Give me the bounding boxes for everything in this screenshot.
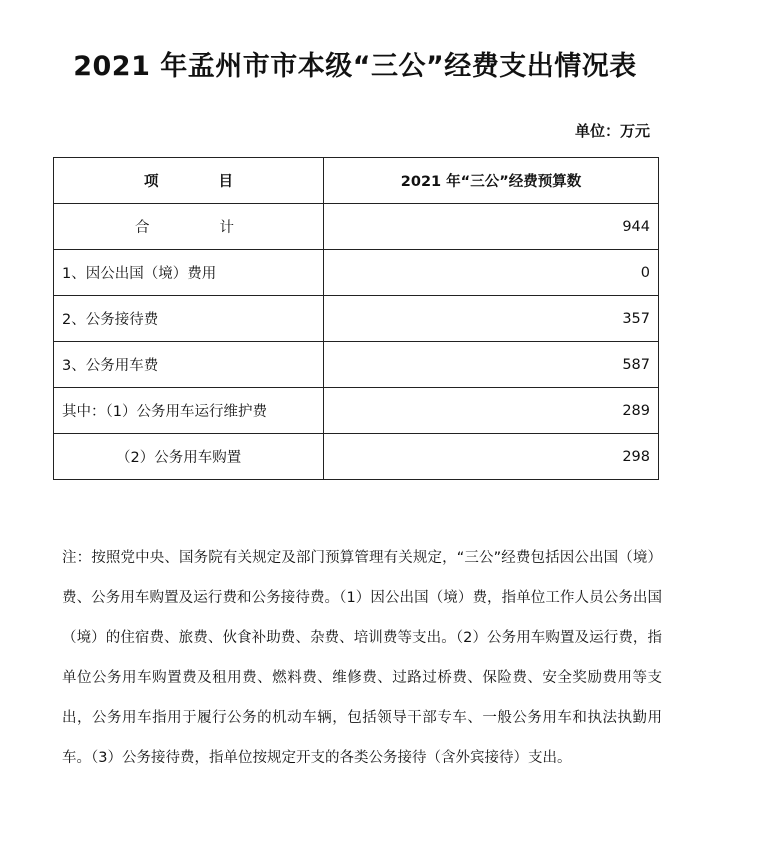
- row-value: 944: [324, 204, 659, 250]
- column-header-budget: 2021 年“三公”经费预算数: [324, 158, 659, 204]
- table-row: [54, 296, 659, 342]
- unit-label: 单位：万元: [574, 122, 650, 140]
- row-value: 289: [324, 388, 659, 434]
- page-title: 2021 年孟州市市本级“三公”经费支出情况表: [73, 51, 637, 82]
- column-header-item: 项目: [54, 158, 324, 204]
- row-value: 357: [324, 296, 659, 342]
- row-label: 合计: [54, 204, 324, 250]
- row-value: 587: [324, 342, 659, 388]
- row-label: 2、公务接待费: [54, 296, 324, 342]
- table-row: [54, 250, 659, 296]
- footnote: 注：按照党中央、国务院有关规定及部门预算管理有关规定，“三公”经费包括因公出国（境）费、公务用车购置及运行费和公务接待费。（1）因公出国（境）费，指单位工作人员公务出国（境）的住宿费、旅费、伙食补助费、杂费、培训费等支出。（2）公务用车购置及运行费，指单位公务用车购置费及租用费、燃料费、维修费、过路过桥费、保险费、安全奖励费用等支出，公务用车指用于履行公务的机动车辆，包括领导干部专车、一般公务用车和执法执勤用车。（3）公务接待费，指单位按规定开支的各类公务接待（含外宾接待）支出。: [62, 550, 662, 766]
- row-label: 1、因公出国（境）费用: [54, 250, 324, 296]
- row-label: 3、公务用车费: [54, 342, 324, 388]
- row-label: （2）公务用车购置: [54, 434, 324, 480]
- table-header-row: [54, 158, 659, 204]
- row-value: 0: [324, 250, 659, 296]
- table-row: [54, 342, 659, 388]
- table-row-total: [54, 204, 659, 250]
- row-value: 298: [324, 434, 659, 480]
- budget-table: [53, 157, 659, 480]
- table-row: [54, 434, 659, 480]
- table-row: [54, 388, 659, 434]
- row-label: 其中：（1）公务用车运行维护费: [54, 388, 324, 434]
